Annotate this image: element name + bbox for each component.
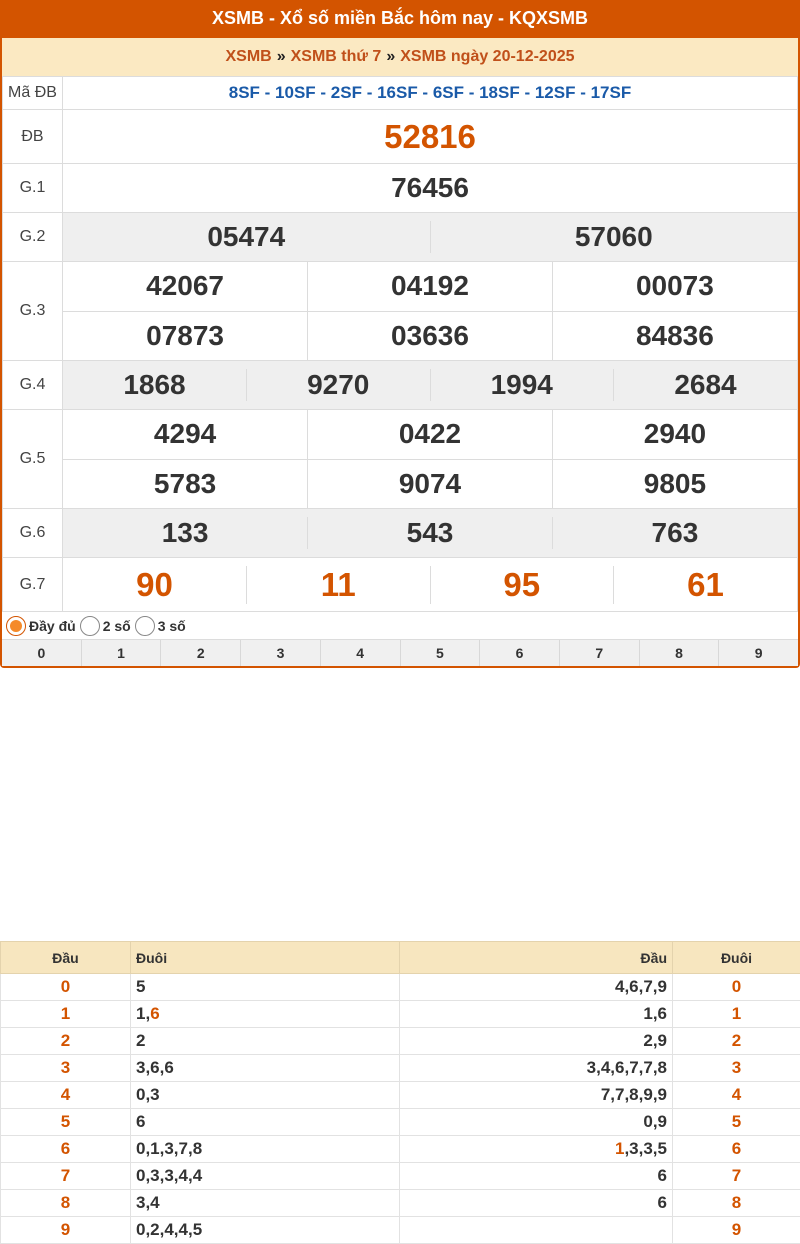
loto-heads: 3,4,6,7,7,8 <box>400 1055 673 1082</box>
loto-head-digit: 7 <box>1 1163 131 1190</box>
prize-g5: 0422 <box>399 418 461 449</box>
digit-filter-2[interactable]: 2 <box>160 640 240 666</box>
table-row <box>1 1136 800 1163</box>
loto-heads: 6 <box>400 1163 673 1190</box>
loto-header-dau: Đầu <box>400 942 673 974</box>
loto-tail-digit: 8 <box>673 1190 800 1217</box>
loto-tail-digit: 1 <box>673 1001 800 1028</box>
breadcrumb-xsmb-date[interactable]: XSMB ngày 20-12-2025 <box>400 48 574 65</box>
loto-header-duoi: Đuôi <box>673 942 800 974</box>
loto-tails: 0,2,4,4,5 <box>131 1217 400 1244</box>
madb-label: Mã ĐB <box>3 77 63 110</box>
prize-g3: 84836 <box>636 320 714 351</box>
g2-label: G.2 <box>3 213 63 262</box>
loto-tails: 3,4 <box>131 1190 400 1217</box>
loto-heads: 2,9 <box>400 1028 673 1055</box>
option-three-digits[interactable] <box>135 616 186 636</box>
loto-tails: 0,3,3,4,4 <box>131 1163 400 1190</box>
g5-label: G.5 <box>3 410 63 509</box>
digit-filter-9[interactable]: 9 <box>718 640 798 666</box>
loto-tails: 6 <box>131 1109 400 1136</box>
loto-tails: 5 <box>131 974 400 1001</box>
digit-filter-7[interactable]: 7 <box>559 640 639 666</box>
prize-g6: 763 <box>652 517 699 548</box>
loto-tail-digit: 4 <box>673 1082 800 1109</box>
table-row <box>1 1028 800 1055</box>
prize-g5: 5783 <box>154 468 216 499</box>
prize-g5: 2940 <box>644 418 706 449</box>
digit-filter-6[interactable]: 6 <box>479 640 559 666</box>
prize-db: 52816 <box>384 118 476 155</box>
prize-g3: 42067 <box>146 270 224 301</box>
option-full-label: Đầy đủ <box>29 618 76 634</box>
loto-tail-digit: 5 <box>673 1109 800 1136</box>
digit-filter-8[interactable]: 8 <box>639 640 719 666</box>
loto-tail-digit: 2 <box>673 1028 800 1055</box>
digit-filter-5[interactable]: 5 <box>400 640 480 666</box>
breadcrumb-xsmb-saturday[interactable]: XSMB thứ 7 <box>291 48 382 65</box>
prize-g4: 9270 <box>307 369 369 400</box>
loto-head-digit: 1 <box>1 1001 131 1028</box>
g7-label: G.7 <box>3 558 63 612</box>
loto-tails: 0,3 <box>131 1082 400 1109</box>
prize-g3: 00073 <box>636 270 714 301</box>
db-label: ĐB <box>3 110 63 164</box>
prize-g6: 133 <box>162 517 209 548</box>
loto-heads: 7,7,8,9,9 <box>400 1082 673 1109</box>
g3-label: G.3 <box>3 262 63 361</box>
radio-three-digits[interactable] <box>135 616 155 636</box>
option-two-digits[interactable] <box>80 616 131 636</box>
loto-tail-digit: 0 <box>673 974 800 1001</box>
table-row <box>1 1190 800 1217</box>
loto-head-digit: 9 <box>1 1217 131 1244</box>
prize-g3: 07873 <box>146 320 224 351</box>
results-table <box>2 76 798 612</box>
prize-g4: 1868 <box>123 369 185 400</box>
radio-full[interactable] <box>6 616 26 636</box>
loto-head-digit: 0 <box>1 974 131 1001</box>
prize-g7: 61 <box>687 566 724 603</box>
loto-head-digit: 3 <box>1 1055 131 1082</box>
display-options <box>2 612 798 640</box>
loto-header-dau: Đầu <box>1 942 131 974</box>
page-title: XSMB - Xổ số miền Bắc hôm nay - KQXSMB <box>0 0 800 38</box>
loto-tails: 0,1,3,7,8 <box>131 1136 400 1163</box>
prize-g5: 4294 <box>154 418 216 449</box>
g4-label: G.4 <box>3 361 63 410</box>
prize-g5: 9805 <box>644 468 706 499</box>
loto-tails-part: 1, <box>136 1004 150 1023</box>
madb-value: 8SF - 10SF - 2SF - 16SF - 6SF - 18SF - 12SF - 17SF <box>63 77 798 110</box>
loto-tails-highlight: 6 <box>150 1004 159 1023</box>
loto-tail-digit: 7 <box>673 1163 800 1190</box>
loto-tails: 3,6,6 <box>131 1055 400 1082</box>
digit-filter-3[interactable]: 3 <box>240 640 320 666</box>
prize-g5: 9074 <box>399 468 461 499</box>
breadcrumb <box>2 38 798 76</box>
prize-g4: 1994 <box>491 369 553 400</box>
option-three-label: 3 số <box>158 618 186 634</box>
g6-label: G.6 <box>3 509 63 558</box>
prize-g3: 04192 <box>391 270 469 301</box>
prize-g4: 2684 <box>674 369 736 400</box>
prize-g2: 05474 <box>207 221 285 252</box>
loto-heads-part: ,3,3,5 <box>624 1139 667 1158</box>
loto-header-duoi: Đuôi <box>131 942 400 974</box>
g1-label: G.1 <box>3 164 63 213</box>
digit-filter-0[interactable]: 0 <box>2 640 81 666</box>
radio-two-digits[interactable] <box>80 616 100 636</box>
loto-heads <box>400 1136 673 1163</box>
breadcrumb-xsmb[interactable]: XSMB <box>225 48 271 65</box>
digit-filter-1[interactable]: 1 <box>81 640 161 666</box>
breadcrumb-separator: » <box>277 48 286 65</box>
prize-g6: 543 <box>407 517 454 548</box>
loto-tail-digit: 9 <box>673 1217 800 1244</box>
prize-g2: 57060 <box>575 221 653 252</box>
loto-heads: 6 <box>400 1190 673 1217</box>
table-row <box>1 1217 800 1244</box>
option-two-label: 2 số <box>103 618 131 634</box>
prize-g7: 11 <box>321 566 356 603</box>
loto-head-digit: 5 <box>1 1109 131 1136</box>
digit-filter-bar <box>2 640 798 666</box>
option-full[interactable] <box>6 616 76 636</box>
prize-g7: 95 <box>503 566 540 603</box>
table-row <box>1 1082 800 1109</box>
prize-g7: 90 <box>136 566 173 603</box>
loto-heads: 1,6 <box>400 1001 673 1028</box>
digit-filter-4[interactable]: 4 <box>320 640 400 666</box>
table-row <box>1 1109 800 1136</box>
loto-heads: 0,9 <box>400 1109 673 1136</box>
table-row <box>1 974 800 1001</box>
table-row <box>1 1055 800 1082</box>
table-row <box>1 1001 800 1028</box>
loto-heads: 4,6,7,9 <box>400 974 673 1001</box>
loto-head-digit: 8 <box>1 1190 131 1217</box>
breadcrumb-separator: » <box>386 48 395 65</box>
loto-tail-digit: 3 <box>673 1055 800 1082</box>
prize-g3: 03636 <box>391 320 469 351</box>
loto-table <box>0 941 800 1244</box>
loto-heads-highlight: 1 <box>615 1139 624 1158</box>
loto-tail-digit: 6 <box>673 1136 800 1163</box>
loto-heads <box>400 1217 673 1244</box>
loto-head-digit: 2 <box>1 1028 131 1055</box>
loto-head-digit: 6 <box>1 1136 131 1163</box>
loto-tails: 2 <box>131 1028 400 1055</box>
table-row <box>1 1163 800 1190</box>
prize-g1: 76456 <box>391 172 469 203</box>
loto-tails <box>131 1001 400 1028</box>
loto-head-digit: 4 <box>1 1082 131 1109</box>
